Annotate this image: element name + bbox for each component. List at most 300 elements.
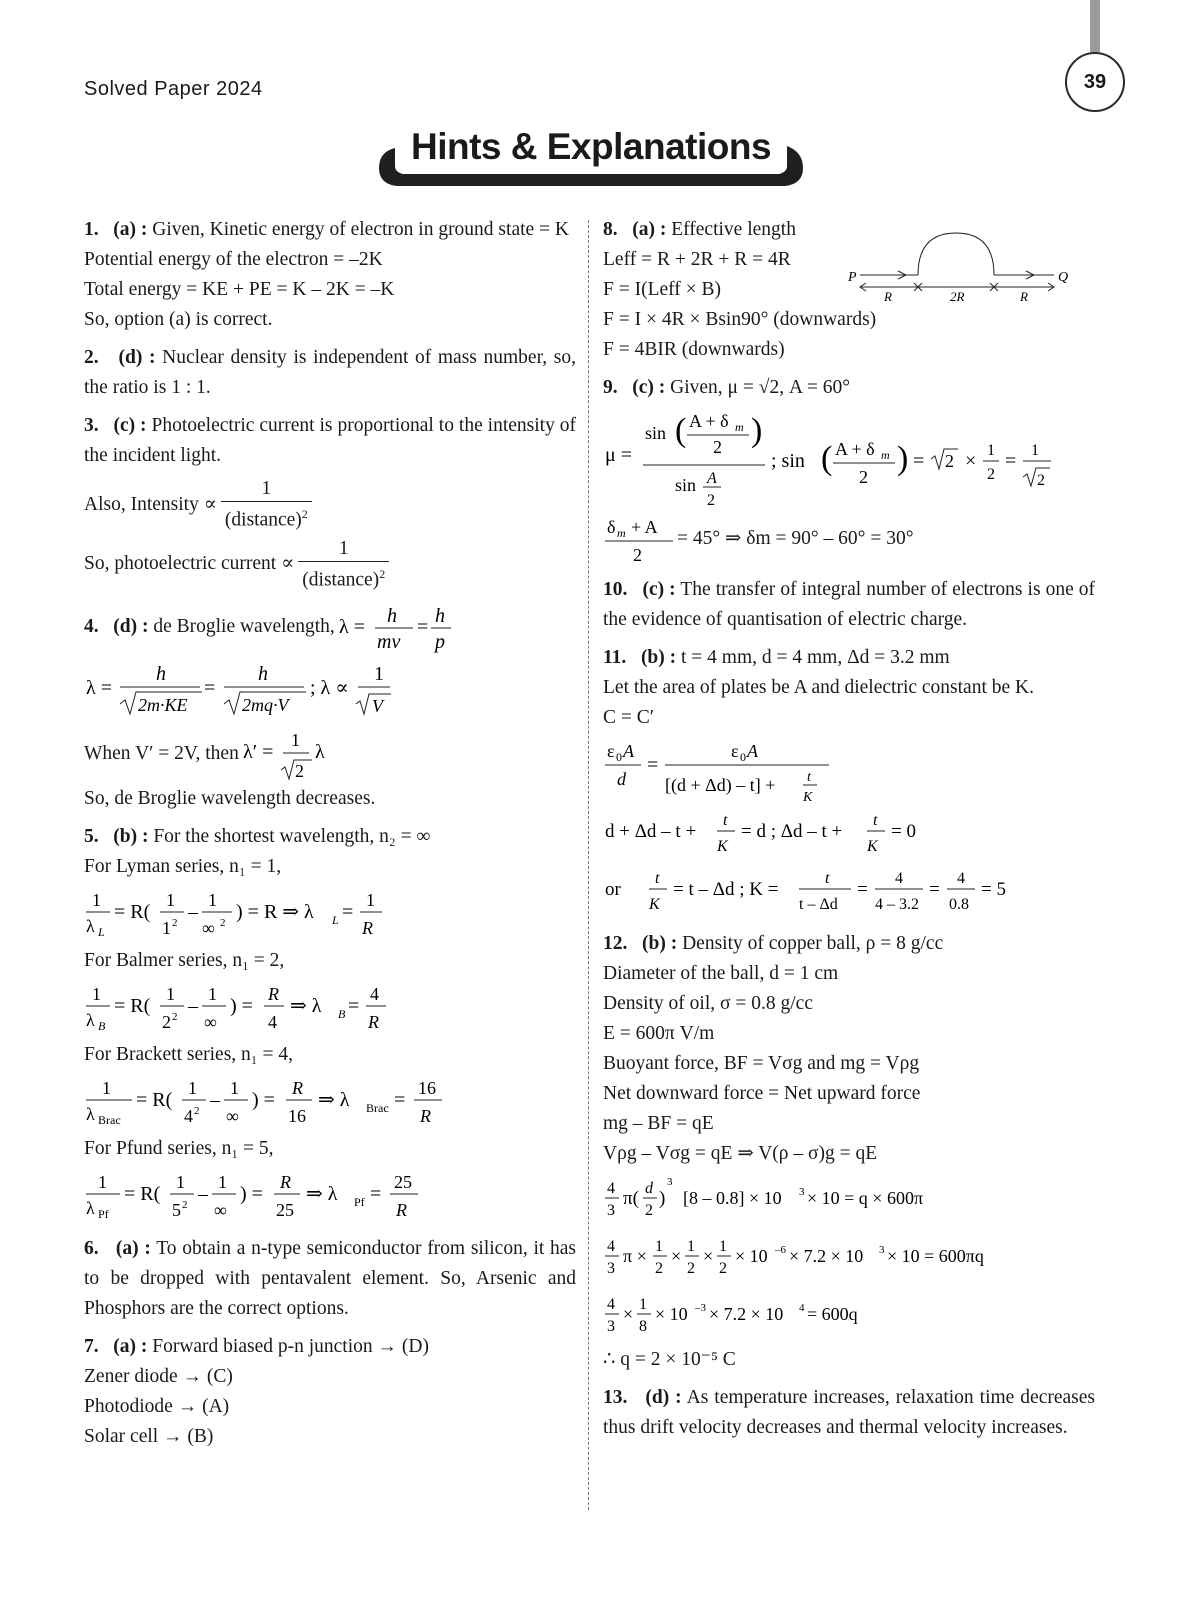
svg-text:16: 16 — [418, 1078, 436, 1098]
svg-text:t: t — [825, 870, 830, 887]
svg-text:Brac: Brac — [366, 1101, 389, 1115]
svg-text:= R(: = R( — [124, 1183, 161, 1205]
svg-text:Brac: Brac — [98, 1113, 121, 1127]
q3-fraction-2 — [298, 537, 389, 593]
svg-text:h: h — [434, 605, 445, 627]
svg-text:A + δ: A + δ — [689, 411, 729, 431]
svg-text:m: m — [617, 526, 626, 540]
svg-text:4: 4 — [607, 1180, 615, 1197]
q6-block — [84, 1234, 576, 1324]
svg-text:=: = — [348, 995, 360, 1017]
svg-text:d + Δd – t +: d + Δd – t + — [605, 821, 697, 842]
q10-number: 10. — [603, 579, 628, 600]
svg-text:t: t — [873, 812, 878, 829]
svg-text:) = R ⇒ λ: ) = R ⇒ λ — [236, 901, 314, 923]
svg-text:or: or — [605, 879, 621, 900]
svg-text:3: 3 — [667, 1176, 673, 1188]
svg-text:2: 2 — [655, 1260, 663, 1277]
svg-text:1: 1 — [1031, 442, 1039, 459]
q1-answer: (a) : — [113, 219, 148, 240]
q10-answer: (c) : — [642, 579, 676, 600]
svg-text:0: 0 — [616, 750, 622, 764]
q3-frac-1-num: 1 — [261, 478, 272, 499]
q8-number: 8. — [603, 219, 618, 240]
q9-mu-formula — [603, 405, 1083, 509]
svg-text:0.8: 0.8 — [949, 896, 969, 913]
svg-text:A: A — [707, 470, 717, 487]
svg-text:1: 1 — [98, 1172, 107, 1192]
q12-line-2: Diameter of the ball, d = 1 cm — [603, 963, 839, 984]
svg-text:1: 1 — [639, 1296, 647, 1313]
svg-text:–: – — [188, 901, 198, 923]
svg-text:m: m — [881, 448, 890, 462]
q9-number: 9. — [603, 377, 618, 398]
svg-text:4: 4 — [799, 1302, 805, 1314]
svg-text:=: = — [913, 450, 925, 472]
svg-text:V: V — [372, 696, 383, 716]
page-title: Hints & Explanations — [410, 126, 772, 167]
svg-text:m: m — [735, 420, 744, 434]
svg-text:+ A: + A — [631, 517, 658, 537]
q1-line-3: Total energy = KE + PE = K – 2K = –K — [84, 279, 395, 300]
svg-text:2: 2 — [194, 1105, 200, 1117]
diagram-r3-label: R — [1020, 289, 1028, 301]
q3-frac-2-den: (distance) — [302, 569, 380, 590]
q5-block — [84, 822, 576, 1226]
q3-block — [84, 411, 576, 592]
svg-text:[(d + Δd) – t] +: [(d + Δd) – t] + — [665, 775, 776, 795]
svg-text:⇒ λ: ⇒ λ — [306, 1183, 338, 1205]
svg-text:μ =: μ = — [605, 444, 633, 466]
svg-text:K: K — [803, 790, 813, 803]
svg-text:; sin: ; sin — [771, 450, 805, 472]
svg-text:sin: sin — [675, 475, 697, 495]
svg-text:4: 4 — [370, 984, 379, 1004]
q11-answer: (b) : — [640, 647, 677, 668]
svg-text:× 7.2 × 10: × 7.2 × 10 — [789, 1246, 864, 1266]
svg-text:3: 3 — [607, 1318, 615, 1335]
q10-text: The transfer of integral number of electrons is one of the evidence of quantisation of electric charge. — [603, 579, 1096, 630]
q1-line-4: So, option (a) is correct. — [84, 309, 273, 330]
q5-pfund: For Pfund series, n₁ = 5, — [84, 1138, 274, 1159]
q3-number: 3. — [84, 415, 99, 436]
q3-frac-2-num: 1 — [338, 537, 349, 559]
q1-number: 1. — [84, 219, 99, 240]
svg-text:= R(: = R( — [136, 1089, 173, 1111]
q10-block — [603, 575, 1095, 635]
q9-delta-fraction — [603, 511, 677, 567]
q9-answer: (c) : — [632, 377, 666, 398]
q8-leff: Leff = R + 2R + R = 4R — [603, 249, 791, 270]
q13-text: As temperature increases, relaxation time decreases thus drift velocity decreases and thermal velocity increases. — [603, 1387, 1096, 1438]
svg-text:λ: λ — [86, 916, 95, 936]
svg-text:1: 1 — [162, 918, 171, 938]
q3-so-label: So, photoelectric current ∝ — [84, 553, 295, 575]
q12-answer: (b) : — [642, 933, 678, 954]
svg-text:p: p — [434, 631, 445, 653]
svg-text:δ: δ — [607, 517, 616, 537]
svg-text:t: t — [655, 870, 660, 887]
svg-text:4 – 3.2: 4 – 3.2 — [875, 896, 919, 913]
svg-text:=: = — [342, 901, 354, 923]
svg-text:) =: ) = — [230, 995, 253, 1017]
q13-number: 13. — [603, 1387, 628, 1408]
svg-text:⇒ λ: ⇒ λ — [290, 995, 322, 1017]
q3-intensity-eq — [84, 477, 576, 533]
q4-lambda-formula — [335, 600, 455, 654]
svg-text:λ: λ — [86, 1010, 95, 1030]
q3-answer: (c) : — [113, 415, 147, 436]
svg-text:; λ ∝: ; λ ∝ — [310, 677, 349, 699]
q12-block — [603, 929, 1095, 1375]
q8-wire-diagram — [848, 219, 1088, 301]
q2-text: Nuclear density is independent of mass number, so, the ratio is 1 : 1. — [84, 347, 577, 398]
svg-text:(: ( — [675, 412, 687, 449]
svg-text:R: R — [420, 1106, 431, 1126]
svg-text:R: R — [292, 1078, 303, 1098]
right-column — [603, 215, 1095, 1443]
svg-text:∞: ∞ — [204, 1012, 217, 1032]
q11-k-eq — [603, 861, 1083, 921]
svg-text:4: 4 — [607, 1296, 615, 1313]
q13-block — [603, 1383, 1095, 1443]
q3-also-label: Also, Intensity ∝ — [84, 493, 217, 515]
svg-text:1: 1 — [374, 663, 384, 685]
svg-text:×: × — [703, 1246, 714, 1266]
svg-text:=: = — [204, 677, 216, 699]
q4-number: 4. — [84, 616, 99, 637]
q4-text: de Broglie wavelength, — [153, 616, 335, 637]
svg-text:2mq·V: 2mq·V — [242, 695, 289, 715]
q12-line-3: Density of oil, σ = 0.8 g/cc — [603, 993, 813, 1014]
svg-text:2: 2 — [294, 761, 304, 781]
q5-number: 5. — [84, 826, 99, 847]
q2-answer: (d) : — [118, 347, 156, 368]
svg-text:×: × — [965, 450, 977, 472]
q11-line-1: Let the area of plates be A and dielectric constant be K. — [603, 677, 1034, 698]
q5-balmer-eq — [84, 978, 404, 1038]
svg-text:1: 1 — [687, 1238, 695, 1255]
q7-line-4: Solar cell → (B) — [84, 1426, 214, 1447]
q7-answer: (a) : — [113, 1336, 148, 1357]
svg-text:h: h — [258, 663, 268, 685]
svg-text:=: = — [394, 1089, 406, 1111]
q7-line-2: Zener diode → (C) — [84, 1366, 233, 1387]
svg-text:=: = — [647, 754, 659, 776]
svg-text:4: 4 — [268, 1012, 277, 1032]
svg-text:2: 2 — [182, 1199, 188, 1211]
svg-text:λ: λ — [86, 1198, 95, 1218]
svg-text:π ×: π × — [623, 1246, 647, 1266]
q12-eq-1 — [603, 1171, 1003, 1227]
svg-text:h: h — [386, 605, 397, 627]
svg-text:4: 4 — [607, 1238, 615, 1255]
q1-line-1: Given, Kinetic energy of electron in ground state = K — [152, 219, 569, 240]
q4-heading — [84, 600, 576, 654]
q6-text: To obtain a n-type semiconductor from silicon, it has to be dropped with pentavalent element. So, Arsenic and Phosphors are the correct options. — [84, 1238, 577, 1319]
svg-text:= 600q: = 600q — [807, 1304, 858, 1324]
q12-line-6: Net downward force = Net upward force — [603, 1083, 921, 1104]
svg-text:4: 4 — [184, 1106, 193, 1126]
svg-text:K: K — [649, 896, 660, 913]
svg-text:3: 3 — [879, 1244, 885, 1256]
svg-text:λ =: λ = — [86, 677, 112, 699]
q5-brackett-eq — [84, 1072, 454, 1132]
running-head: Solved Paper 2024 — [84, 78, 263, 100]
q1-block — [84, 215, 576, 335]
q4-when: When V′ = 2V, then — [84, 743, 239, 764]
svg-text:2: 2 — [172, 1011, 178, 1023]
svg-text:2: 2 — [1037, 472, 1045, 489]
svg-text:2: 2 — [220, 917, 226, 929]
svg-text:): ) — [897, 440, 909, 477]
svg-text:2: 2 — [987, 466, 995, 483]
svg-text:A + δ: A + δ — [835, 439, 875, 459]
svg-text:mv: mv — [376, 631, 401, 653]
svg-text:) =: ) = — [240, 1183, 263, 1205]
q5-lyman-eq — [84, 884, 404, 944]
svg-text:1: 1 — [92, 890, 101, 910]
svg-text:A: A — [747, 741, 758, 761]
svg-text:2: 2 — [687, 1260, 695, 1277]
q4-conclusion: So, de Broglie wavelength decreases. — [84, 788, 376, 809]
svg-text:1: 1 — [655, 1238, 663, 1255]
svg-text:1: 1 — [987, 442, 995, 459]
q3-text: Photoelectric current is proportional to the intensity of the incident light. — [84, 415, 577, 466]
svg-text:–6: –6 — [775, 1244, 786, 1256]
svg-text:1: 1 — [290, 730, 300, 750]
svg-text:2: 2 — [859, 467, 868, 487]
q11-text: t = 4 mm, d = 4 mm, Δd = 3.2 mm — [681, 647, 950, 668]
svg-text:5: 5 — [172, 1200, 181, 1220]
svg-text:∞: ∞ — [202, 918, 215, 938]
svg-text:= R(: = R( — [114, 901, 151, 923]
svg-text:= 5: = 5 — [981, 879, 1006, 900]
q4-answer: (d) : — [113, 616, 149, 637]
title-banner — [375, 128, 807, 196]
svg-text:λ: λ — [314, 741, 325, 763]
svg-text:[8 – 0.8] × 10: [8 – 0.8] × 10 — [683, 1188, 782, 1208]
svg-text:ε: ε — [731, 741, 739, 761]
svg-text:2: 2 — [633, 545, 642, 565]
svg-text:t: t — [723, 812, 728, 829]
q5-pfund-eq — [84, 1166, 444, 1226]
svg-text:sin: sin — [645, 423, 667, 443]
q4-lambda-expanded — [84, 656, 404, 722]
q6-number: 6. — [84, 1238, 99, 1259]
q5-lyman: For Lyman series, n₁ = 1, — [84, 856, 282, 877]
svg-text:Pf: Pf — [354, 1195, 365, 1209]
svg-text:R: R — [268, 984, 279, 1004]
svg-text:1: 1 — [366, 890, 375, 910]
q3-fraction-1 — [221, 477, 312, 533]
svg-text:2: 2 — [719, 1260, 727, 1277]
svg-text:R: R — [362, 918, 373, 938]
svg-text:2: 2 — [707, 492, 715, 509]
left-column — [84, 215, 576, 1452]
q5-brackett: For Brackett series, n₁ = 4, — [84, 1044, 293, 1065]
svg-text:λ =: λ = — [338, 616, 365, 638]
svg-text:3: 3 — [799, 1186, 805, 1198]
svg-text:× 10: × 10 — [735, 1246, 768, 1266]
svg-text:×: × — [671, 1246, 682, 1266]
q3-current-eq — [84, 537, 576, 593]
q3-frac-1-sup: 2 — [301, 507, 308, 521]
svg-text:1: 1 — [92, 984, 101, 1004]
q12-eq-2 — [603, 1229, 1063, 1285]
q8-force-vector: F = I(Leff × B) — [603, 279, 722, 300]
svg-text:16: 16 — [288, 1106, 306, 1126]
q11-block — [603, 643, 1095, 921]
diagram-r1-label: R — [884, 289, 892, 301]
svg-text:B: B — [338, 1007, 346, 1021]
svg-text:4: 4 — [957, 870, 965, 887]
svg-text:1: 1 — [208, 984, 217, 1004]
svg-text:): ) — [659, 1188, 666, 1209]
q3-frac-2-sup: 2 — [379, 566, 386, 581]
svg-text:× 7.2 × 10: × 7.2 × 10 — [709, 1304, 784, 1324]
svg-text:=: = — [370, 1183, 382, 1205]
svg-text:⇒ λ: ⇒ λ — [318, 1089, 350, 1111]
svg-text:1: 1 — [166, 984, 175, 1004]
svg-text:) =: ) = — [252, 1089, 275, 1111]
q4-when-line — [84, 724, 576, 784]
q8-answer: (a) : — [632, 219, 667, 240]
q7-line-1: Forward biased p-n junction → (D) — [152, 1336, 429, 1357]
svg-text:=: = — [929, 879, 940, 900]
svg-text:K: K — [717, 838, 728, 855]
svg-text:= R(: = R( — [114, 995, 151, 1017]
q7-line-3: Photodiode → (A) — [84, 1396, 230, 1417]
q12-line-4: E = 600π V/m — [603, 1023, 715, 1044]
svg-text:–: – — [210, 1089, 220, 1111]
svg-text:A: A — [623, 741, 634, 761]
svg-text:=: = — [416, 616, 429, 638]
q11-capacitance-eq — [603, 735, 863, 803]
q8-force-2: F = 4BIR (downwards) — [603, 339, 785, 360]
svg-text:2: 2 — [162, 1012, 171, 1032]
svg-text:= t – Δd ; K =: = t – Δd ; K = — [673, 879, 779, 900]
q6-answer: (a) : — [115, 1238, 151, 1259]
svg-text:3: 3 — [607, 1260, 615, 1277]
svg-text:2: 2 — [645, 1202, 653, 1219]
q7-number: 7. — [84, 1336, 99, 1357]
svg-text:–3: –3 — [695, 1302, 706, 1314]
svg-text:(: ( — [821, 440, 833, 477]
svg-text:1: 1 — [176, 1172, 185, 1192]
svg-text:8: 8 — [639, 1318, 647, 1335]
svg-text:0: 0 — [740, 750, 746, 764]
svg-text:d: d — [645, 1180, 653, 1197]
svg-text:1: 1 — [208, 890, 217, 910]
diagram-r2-label: 2R — [950, 289, 965, 301]
svg-text:2m·KE: 2m·KE — [138, 695, 188, 715]
svg-text:L: L — [98, 925, 105, 939]
q4-lambda-prime — [239, 724, 349, 784]
diagram-q-label: Q — [1058, 270, 1069, 285]
svg-text:× 10 = q × 600π: × 10 = q × 600π — [807, 1188, 924, 1208]
q5-text: For the shortest wavelength, n₂ = ∞ — [153, 826, 431, 847]
q1-line-2: Potential energy of the electron = –2K — [84, 249, 383, 270]
svg-text:ε: ε — [607, 741, 615, 761]
svg-text:25: 25 — [276, 1200, 294, 1220]
svg-text:2: 2 — [945, 451, 954, 471]
q2-block — [84, 343, 576, 403]
q11-step-eq — [603, 805, 1003, 859]
q12-line-1: Density of copper ball, ρ = 8 g/cc — [682, 933, 944, 954]
svg-text:B: B — [98, 1019, 106, 1033]
svg-text:25: 25 — [394, 1172, 412, 1192]
svg-text:∞: ∞ — [226, 1106, 239, 1126]
top-rule — [1090, 0, 1100, 52]
q9-result-line — [603, 511, 1095, 567]
svg-text:= 0: = 0 — [891, 821, 916, 842]
q8-force-1: F = I × 4R × Bsin90° (downwards) — [603, 309, 877, 330]
q8-text: Effective length — [671, 219, 796, 240]
svg-text:t: t — [807, 770, 811, 785]
q13-answer: (d) : — [645, 1387, 682, 1408]
column-divider — [588, 220, 589, 1510]
page-number: 39 — [1065, 52, 1125, 112]
diagram-p-label: P — [848, 270, 857, 285]
q3-frac-1-den: (distance) — [224, 509, 302, 531]
svg-text:3: 3 — [607, 1202, 615, 1219]
q12-line-7: mg – BF = qE — [603, 1113, 714, 1134]
q4-block — [84, 600, 576, 814]
svg-text:): ) — [751, 412, 763, 449]
svg-text:1: 1 — [218, 1172, 227, 1192]
svg-text:R: R — [368, 1012, 379, 1032]
q12-line-8: Vρg – Vσg = qE ⇒ V(ρ – σ)g = qE — [603, 1143, 878, 1164]
svg-text:L: L — [332, 913, 339, 927]
svg-text:λ′ =: λ′ = — [242, 741, 274, 763]
q5-balmer: For Balmer series, n₁ = 2, — [84, 950, 285, 971]
svg-text:Pf: Pf — [98, 1207, 109, 1221]
svg-text:K: K — [867, 838, 878, 855]
svg-text:×: × — [623, 1304, 634, 1324]
svg-text:1: 1 — [166, 890, 175, 910]
svg-text:h: h — [156, 663, 166, 685]
svg-text:1: 1 — [188, 1078, 197, 1098]
q11-line-2: C = C′ — [603, 707, 655, 728]
svg-text:π(: π( — [623, 1188, 639, 1209]
q5-answer: (b) : — [113, 826, 149, 847]
svg-text:–: – — [188, 995, 198, 1017]
q9-text: Given, μ = √2, A = 60° — [670, 377, 851, 398]
q2-number: 2. — [84, 347, 99, 368]
q12-final: ∴ q = 2 × 10⁻⁵ C — [603, 1349, 736, 1370]
q9-block — [603, 373, 1095, 567]
svg-text:λ: λ — [86, 1104, 95, 1124]
svg-text:∞: ∞ — [214, 1200, 227, 1220]
svg-text:R: R — [396, 1200, 407, 1220]
q8-block — [603, 215, 1095, 365]
svg-text:2: 2 — [172, 917, 178, 929]
svg-text:× 10 = 600πq: × 10 = 600πq — [887, 1246, 984, 1266]
svg-text:–: – — [198, 1183, 208, 1205]
q12-number: 12. — [603, 933, 628, 954]
svg-text:d: d — [617, 769, 626, 789]
svg-text:=: = — [1005, 450, 1017, 472]
q12-eq-3 — [603, 1287, 1003, 1343]
svg-text:4: 4 — [895, 870, 903, 887]
q7-block — [84, 1332, 576, 1452]
svg-text:× 10: × 10 — [655, 1304, 688, 1324]
svg-text:=: = — [857, 879, 868, 900]
q11-number: 11. — [603, 647, 627, 668]
svg-text:R: R — [280, 1172, 291, 1192]
svg-text:1: 1 — [102, 1078, 111, 1098]
